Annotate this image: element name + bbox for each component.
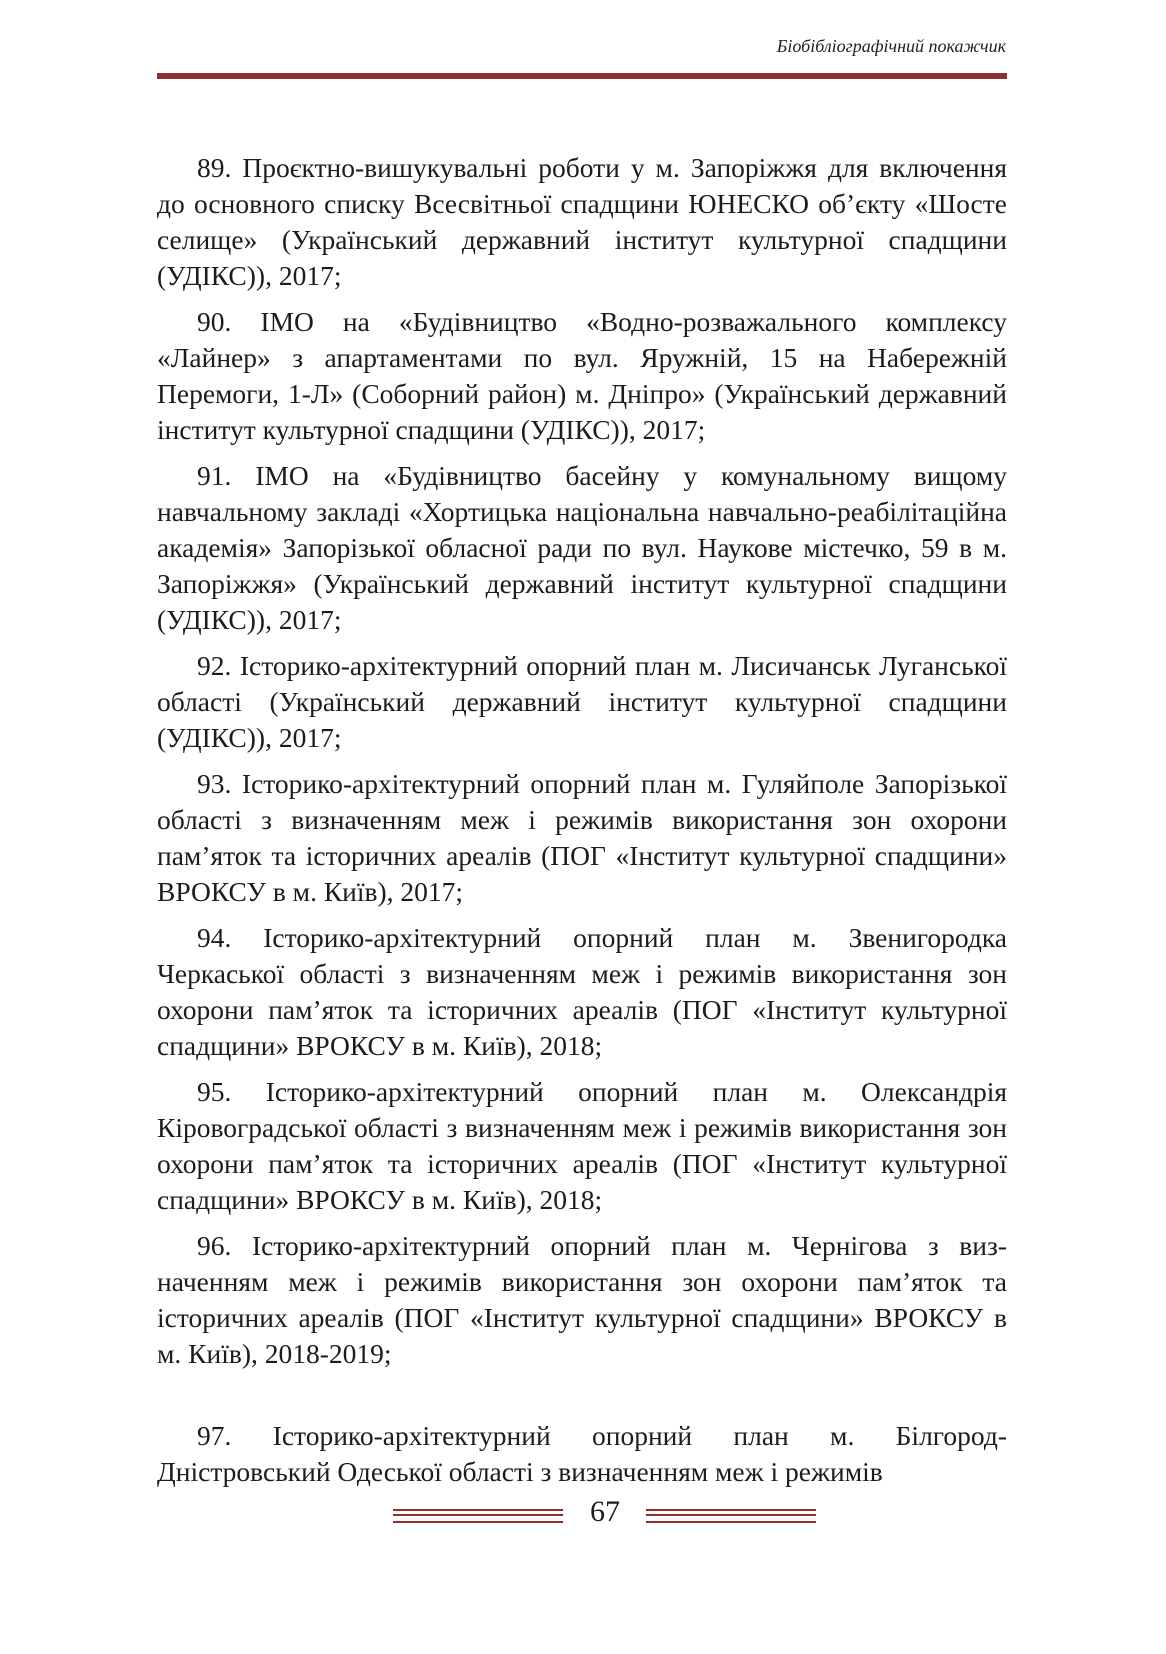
footer-ornament-right — [646, 1509, 816, 1523]
list-item — [157, 1074, 1007, 1218]
entry-text: Проєктно-вишукувальні роботи у м. Запоріжжя для включення до основного списку Всесвітньої спадщини ЮНЕСКО об’єкту «Шосте селище» (Український державний інститут культурної спадщини (УДІКС)), 2017; — [157, 152, 1007, 291]
list-item — [157, 1418, 1007, 1490]
entry-number: 97. — [197, 1420, 232, 1451]
entries-list — [157, 150, 1007, 1500]
page-number: 67 — [590, 1495, 620, 1528]
list-item — [157, 648, 1007, 756]
running-header: Біобібліографічний покажчик — [776, 36, 1006, 56]
entry-number: 89. — [197, 152, 232, 183]
entry-number: 90. — [197, 306, 232, 337]
list-item — [157, 1228, 1007, 1372]
entry-number: 92. — [197, 650, 232, 681]
page-footer — [0, 1495, 1166, 1535]
entry-number: 94. — [197, 922, 232, 953]
entry-text: Історико-архітектурний опорний план м. Олександрія Кіровоградської області з визначенням меж і режимів використання зон охорони пам’яток та історичних ареалів (ПОГ «Інститут культурної спадщини» ВРОКСУ в м. Київ), 2018; — [157, 1076, 1008, 1215]
entry-text: Історико-архітектурний опорний план м. Чернігова з визначенням меж і режимів використання зон охорони пам’яток та історичних ареалів (ПОГ «Інститут культурної спадщини» ВРОКСУ в м. Київ), 2018-2019; — [157, 1230, 1007, 1369]
entry-text: ІМО на «Будівництво «Водно-розважального комплексу «Лайнер» з апартаментами по вул. Яружній, 15 на Набережній Перемоги, 1-Л» (Соборний район) м. Дніпро» (Український державний інститут культурної спадщини (УДІКС)), 2017; — [157, 306, 1007, 445]
footer-ornament-left — [393, 1509, 563, 1523]
entry-text: Історико-архітектурний опорний план м. Гуляйполе Запорізької області з визначенням меж і режимів використання зон охорони пам’яток та історичних ареалів (ПОГ «Інститут культурної спадщини» ВРОКСУ в м. Київ), 2017; — [157, 768, 1007, 907]
entry-text: Історико-архітектурний опорний план м. Білгород-Дністровський Одеської області з визначенням меж і режимів — [157, 1420, 1007, 1487]
list-item — [157, 150, 1007, 294]
entry-text: ІМО на «Будівництво басейну у комунальному вищому навчальному закладі «Хортицька національна навчально-реабілітаційна академія» Запорізької обласної ради по вул. Наукове містечко, 59 в м. Запоріжжя» (Український державний інститут культурної спадщини (УДІКС)), 2017; — [157, 460, 1007, 635]
list-item — [157, 766, 1007, 910]
list-item — [157, 920, 1007, 1064]
entry-text: Історико-архітектурний опорний план м. Лисичанськ Луганської області (Український державний інститут культурної спадщини (УДІКС)), 2017; — [157, 650, 1007, 753]
entry-number: 91. — [197, 460, 232, 491]
list-item — [157, 458, 1007, 638]
entry-number: 93. — [197, 768, 232, 799]
entry-number: 96. — [197, 1230, 232, 1261]
entry-text: Історико-архітектурний опорний план м. Звенигородка Черкаської області з визначенням меж і режимів використання зон охорони пам’яток та історичних ареалів (ПОГ «Інститут культурної спадщини» ВРОКСУ в м. Київ), 2018; — [157, 922, 1007, 1061]
entry-number: 95. — [197, 1076, 232, 1107]
header-rule — [157, 73, 1007, 79]
list-item — [157, 304, 1007, 448]
